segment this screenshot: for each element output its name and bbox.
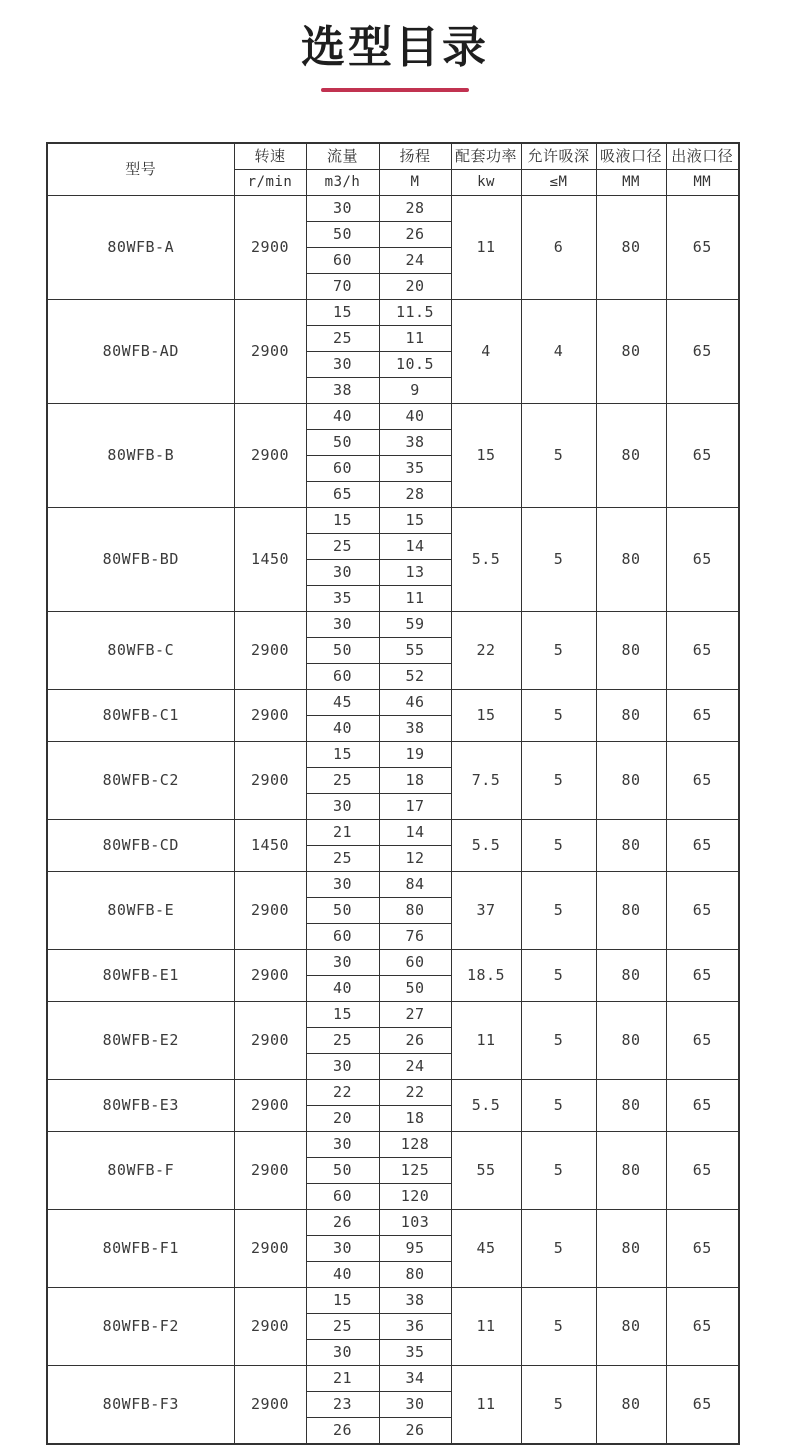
- power-cell: 4: [451, 300, 521, 404]
- outlet-cell: 65: [666, 404, 739, 508]
- power-cell: 45: [451, 1210, 521, 1288]
- flow-cell: 30: [306, 196, 379, 222]
- header-inlet: 吸液口径: [596, 143, 666, 170]
- inlet-cell: 80: [596, 508, 666, 612]
- outlet-cell: 65: [666, 1080, 739, 1132]
- speed-cell: 2900: [234, 742, 306, 820]
- speed-cell: 2900: [234, 300, 306, 404]
- header-model: 型号: [47, 143, 234, 196]
- model-cell: 80WFB-C: [47, 612, 234, 690]
- flow-cell: 40: [306, 404, 379, 430]
- head-cell: 36: [379, 1314, 451, 1340]
- suction-cell: 5: [521, 1002, 596, 1080]
- power-cell: 15: [451, 690, 521, 742]
- table-row: [47, 872, 739, 898]
- table-row: [47, 950, 739, 976]
- inlet-cell: 80: [596, 196, 666, 300]
- flow-cell: 50: [306, 222, 379, 248]
- head-cell: 11: [379, 586, 451, 612]
- head-cell: 24: [379, 1054, 451, 1080]
- header-suction: 允许吸深: [521, 143, 596, 170]
- flow-cell: 26: [306, 1418, 379, 1445]
- header-power-unit: kw: [451, 170, 521, 196]
- table-row: [47, 1132, 739, 1158]
- flow-cell: 15: [306, 1002, 379, 1028]
- header-head: 扬程: [379, 143, 451, 170]
- head-cell: 26: [379, 1028, 451, 1054]
- outlet-cell: 65: [666, 1288, 739, 1366]
- header-flow-unit: m3/h: [306, 170, 379, 196]
- head-cell: 120: [379, 1184, 451, 1210]
- table-row: [47, 1002, 739, 1028]
- inlet-cell: 80: [596, 950, 666, 1002]
- inlet-cell: 80: [596, 1132, 666, 1210]
- speed-cell: 2900: [234, 1080, 306, 1132]
- table-row: [47, 404, 739, 430]
- flow-cell: 35: [306, 586, 379, 612]
- flow-cell: 40: [306, 976, 379, 1002]
- power-cell: 22: [451, 612, 521, 690]
- inlet-cell: 80: [596, 1002, 666, 1080]
- flow-cell: 15: [306, 508, 379, 534]
- table-row: [47, 690, 739, 716]
- outlet-cell: 65: [666, 196, 739, 300]
- model-cell: 80WFB-E3: [47, 1080, 234, 1132]
- flow-cell: 30: [306, 794, 379, 820]
- suction-cell: 5: [521, 404, 596, 508]
- suction-cell: 5: [521, 1366, 596, 1445]
- speed-cell: 2900: [234, 612, 306, 690]
- header-suction-unit: ≤M: [521, 170, 596, 196]
- page-header: [0, 0, 790, 92]
- header-power: 配套功率: [451, 143, 521, 170]
- flow-cell: 40: [306, 1262, 379, 1288]
- power-cell: 5.5: [451, 820, 521, 872]
- speed-cell: 1450: [234, 820, 306, 872]
- outlet-cell: 65: [666, 612, 739, 690]
- model-cell: 80WFB-E1: [47, 950, 234, 1002]
- flow-cell: 30: [306, 1132, 379, 1158]
- model-cell: 80WFB-C1: [47, 690, 234, 742]
- flow-cell: 30: [306, 560, 379, 586]
- flow-cell: 38: [306, 378, 379, 404]
- model-cell: 80WFB-E: [47, 872, 234, 950]
- speed-cell: 2900: [234, 1288, 306, 1366]
- inlet-cell: 80: [596, 1288, 666, 1366]
- power-cell: 11: [451, 1288, 521, 1366]
- speed-cell: 2900: [234, 872, 306, 950]
- speed-cell: 2900: [234, 950, 306, 1002]
- outlet-cell: 65: [666, 1132, 739, 1210]
- head-cell: 38: [379, 716, 451, 742]
- flow-cell: 30: [306, 1340, 379, 1366]
- suction-cell: 5: [521, 820, 596, 872]
- head-cell: 20: [379, 274, 451, 300]
- head-cell: 11.5: [379, 300, 451, 326]
- head-cell: 27: [379, 1002, 451, 1028]
- model-cell: 80WFB-C2: [47, 742, 234, 820]
- head-cell: 24: [379, 248, 451, 274]
- speed-cell: 2900: [234, 1210, 306, 1288]
- suction-cell: 5: [521, 1288, 596, 1366]
- flow-cell: 40: [306, 716, 379, 742]
- model-cell: 80WFB-B: [47, 404, 234, 508]
- head-cell: 22: [379, 1080, 451, 1106]
- power-cell: 55: [451, 1132, 521, 1210]
- power-cell: 18.5: [451, 950, 521, 1002]
- power-cell: 11: [451, 1366, 521, 1445]
- flow-cell: 50: [306, 638, 379, 664]
- table-row: [47, 1366, 739, 1392]
- flow-cell: 23: [306, 1392, 379, 1418]
- speed-cell: 1450: [234, 508, 306, 612]
- head-cell: 9: [379, 378, 451, 404]
- model-cell: 80WFB-A: [47, 196, 234, 300]
- inlet-cell: 80: [596, 404, 666, 508]
- head-cell: 19: [379, 742, 451, 768]
- power-cell: 5.5: [451, 1080, 521, 1132]
- head-cell: 128: [379, 1132, 451, 1158]
- head-cell: 28: [379, 196, 451, 222]
- flow-cell: 25: [306, 326, 379, 352]
- table-row: [47, 196, 739, 222]
- head-cell: 26: [379, 1418, 451, 1445]
- inlet-cell: 80: [596, 1210, 666, 1288]
- outlet-cell: 65: [666, 1002, 739, 1080]
- head-cell: 12: [379, 846, 451, 872]
- table-row: [47, 612, 739, 638]
- model-cell: 80WFB-E2: [47, 1002, 234, 1080]
- head-cell: 95: [379, 1236, 451, 1262]
- inlet-cell: 80: [596, 1080, 666, 1132]
- suction-cell: 5: [521, 742, 596, 820]
- head-cell: 80: [379, 1262, 451, 1288]
- header-outlet: 出液口径: [666, 143, 739, 170]
- outlet-cell: 65: [666, 1366, 739, 1445]
- flow-cell: 25: [306, 1314, 379, 1340]
- flow-cell: 70: [306, 274, 379, 300]
- outlet-cell: 65: [666, 508, 739, 612]
- flow-cell: 30: [306, 1236, 379, 1262]
- head-cell: 17: [379, 794, 451, 820]
- speed-cell: 2900: [234, 690, 306, 742]
- header-outlet-unit: MM: [666, 170, 739, 196]
- flow-cell: 15: [306, 742, 379, 768]
- head-cell: 11: [379, 326, 451, 352]
- model-cell: 80WFB-AD: [47, 300, 234, 404]
- head-cell: 35: [379, 456, 451, 482]
- inlet-cell: 80: [596, 872, 666, 950]
- outlet-cell: 65: [666, 300, 739, 404]
- flow-cell: 15: [306, 300, 379, 326]
- head-cell: 38: [379, 1288, 451, 1314]
- flow-cell: 45: [306, 690, 379, 716]
- head-cell: 30: [379, 1392, 451, 1418]
- inlet-cell: 80: [596, 1366, 666, 1445]
- table-row: [47, 1288, 739, 1314]
- power-cell: 7.5: [451, 742, 521, 820]
- selection-catalog-table: [46, 142, 740, 1445]
- flow-cell: 25: [306, 846, 379, 872]
- title-underline-bar: [321, 88, 469, 92]
- flow-cell: 21: [306, 1366, 379, 1392]
- flow-cell: 50: [306, 1158, 379, 1184]
- head-cell: 84: [379, 872, 451, 898]
- head-cell: 18: [379, 1106, 451, 1132]
- model-cell: 80WFB-F1: [47, 1210, 234, 1288]
- header-head-unit: M: [379, 170, 451, 196]
- head-cell: 18: [379, 768, 451, 794]
- table-row: [47, 300, 739, 326]
- head-cell: 80: [379, 898, 451, 924]
- flow-cell: 30: [306, 612, 379, 638]
- head-cell: 50: [379, 976, 451, 1002]
- outlet-cell: 65: [666, 1210, 739, 1288]
- header-flow: 流量: [306, 143, 379, 170]
- head-cell: 40: [379, 404, 451, 430]
- table-row: [47, 508, 739, 534]
- outlet-cell: 65: [666, 742, 739, 820]
- speed-cell: 2900: [234, 1132, 306, 1210]
- header-speed-unit: r/min: [234, 170, 306, 196]
- outlet-cell: 65: [666, 950, 739, 1002]
- flow-cell: 30: [306, 352, 379, 378]
- outlet-cell: 65: [666, 690, 739, 742]
- model-cell: 80WFB-F: [47, 1132, 234, 1210]
- flow-cell: 15: [306, 1288, 379, 1314]
- suction-cell: 5: [521, 872, 596, 950]
- head-cell: 28: [379, 482, 451, 508]
- head-cell: 76: [379, 924, 451, 950]
- flow-cell: 30: [306, 872, 379, 898]
- head-cell: 38: [379, 430, 451, 456]
- flow-cell: 20: [306, 1106, 379, 1132]
- inlet-cell: 80: [596, 690, 666, 742]
- flow-cell: 50: [306, 430, 379, 456]
- flow-cell: 22: [306, 1080, 379, 1106]
- head-cell: 14: [379, 534, 451, 560]
- head-cell: 46: [379, 690, 451, 716]
- flow-cell: 50: [306, 898, 379, 924]
- catalog-table-body: [47, 196, 739, 1445]
- model-cell: 80WFB-CD: [47, 820, 234, 872]
- model-cell: 80WFB-F3: [47, 1366, 234, 1445]
- table-row: [47, 820, 739, 846]
- head-cell: 34: [379, 1366, 451, 1392]
- power-cell: 5.5: [451, 508, 521, 612]
- suction-cell: 5: [521, 1080, 596, 1132]
- head-cell: 103: [379, 1210, 451, 1236]
- outlet-cell: 65: [666, 872, 739, 950]
- page-title: 选型目录: [301, 22, 489, 73]
- inlet-cell: 80: [596, 742, 666, 820]
- flow-cell: 30: [306, 1054, 379, 1080]
- outlet-cell: 65: [666, 820, 739, 872]
- model-cell: 80WFB-F2: [47, 1288, 234, 1366]
- model-cell: 80WFB-BD: [47, 508, 234, 612]
- power-cell: 11: [451, 196, 521, 300]
- flow-cell: 25: [306, 768, 379, 794]
- flow-cell: 60: [306, 924, 379, 950]
- flow-cell: 25: [306, 1028, 379, 1054]
- flow-cell: 21: [306, 820, 379, 846]
- head-cell: 125: [379, 1158, 451, 1184]
- header-speed: 转速: [234, 143, 306, 170]
- table-row: [47, 1080, 739, 1106]
- suction-cell: 5: [521, 950, 596, 1002]
- flow-cell: 60: [306, 248, 379, 274]
- head-cell: 60: [379, 950, 451, 976]
- flow-cell: 60: [306, 456, 379, 482]
- flow-cell: 30: [306, 950, 379, 976]
- suction-cell: 5: [521, 1210, 596, 1288]
- suction-cell: 5: [521, 612, 596, 690]
- speed-cell: 2900: [234, 404, 306, 508]
- head-cell: 52: [379, 664, 451, 690]
- flow-cell: 60: [306, 664, 379, 690]
- suction-cell: 5: [521, 1132, 596, 1210]
- head-cell: 35: [379, 1340, 451, 1366]
- table-header: [47, 143, 739, 196]
- flow-cell: 60: [306, 1184, 379, 1210]
- speed-cell: 2900: [234, 1002, 306, 1080]
- speed-cell: 2900: [234, 196, 306, 300]
- suction-cell: 5: [521, 690, 596, 742]
- power-cell: 15: [451, 404, 521, 508]
- header-inlet-unit: MM: [596, 170, 666, 196]
- power-cell: 11: [451, 1002, 521, 1080]
- header-row-labels: [47, 143, 739, 170]
- head-cell: 59: [379, 612, 451, 638]
- flow-cell: 26: [306, 1210, 379, 1236]
- speed-cell: 2900: [234, 1366, 306, 1445]
- inlet-cell: 80: [596, 612, 666, 690]
- head-cell: 26: [379, 222, 451, 248]
- power-cell: 37: [451, 872, 521, 950]
- suction-cell: 5: [521, 508, 596, 612]
- table-row: [47, 742, 739, 768]
- suction-cell: 4: [521, 300, 596, 404]
- suction-cell: 6: [521, 196, 596, 300]
- head-cell: 13: [379, 560, 451, 586]
- flow-cell: 65: [306, 482, 379, 508]
- head-cell: 10.5: [379, 352, 451, 378]
- inlet-cell: 80: [596, 820, 666, 872]
- flow-cell: 25: [306, 534, 379, 560]
- inlet-cell: 80: [596, 300, 666, 404]
- head-cell: 15: [379, 508, 451, 534]
- head-cell: 55: [379, 638, 451, 664]
- table-row: [47, 1210, 739, 1236]
- head-cell: 14: [379, 820, 451, 846]
